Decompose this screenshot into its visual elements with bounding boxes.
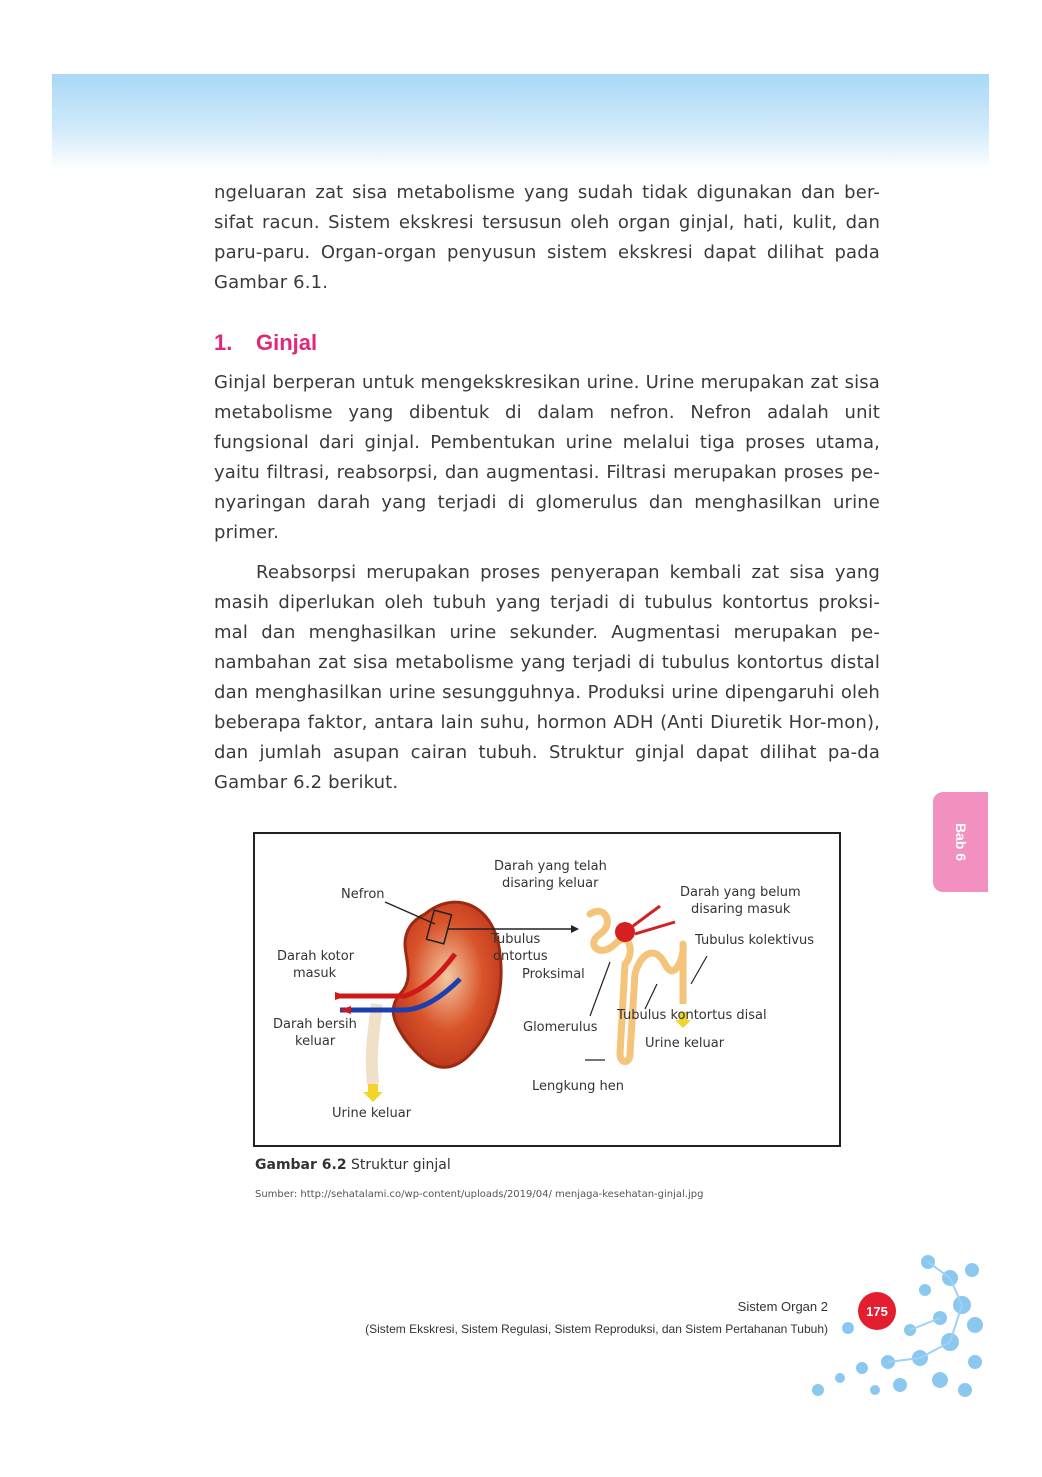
glomerulus-pointer xyxy=(590,962,610,1016)
label-darah-belum-2: disaring masuk xyxy=(691,902,791,917)
label-urine-keluar-right: Urine keluar xyxy=(645,1036,725,1051)
caption-number: Gambar 6.2 xyxy=(255,1157,347,1173)
label-glomerulus: Glomerulus xyxy=(523,1020,598,1035)
caption-text: Struktur ginjal xyxy=(346,1157,451,1173)
label-urine-keluar-left: Urine keluar xyxy=(332,1106,412,1121)
label-tubulus-disal: Tubulus kontortus disal xyxy=(617,1008,767,1023)
connector-arrow xyxy=(571,925,579,933)
chapter-tab xyxy=(933,792,988,892)
label-darah-kotor-1: Darah kotor xyxy=(277,949,355,964)
paragraph-ginjal: Ginjal berperan untuk mengekskresikan urine. Urine merupakan zat sisa metabolisme yang dibentuk di dalam nefron. Nefron adalah unit fungsional dari ginjal. Pembentukan urine melalui tiga proses utama, yaitu filtrasi, reabsorpsi, dan augmentasi. Filtrasi merupakan proses pe-nyaringan darah yang terjadi di glomerulus dan menghasilkan urine primer. xyxy=(214,372,880,543)
header-band xyxy=(52,74,989,170)
label-tubulus-kolektivus: Tubulus kolektivus xyxy=(695,933,815,948)
main-content xyxy=(214,178,880,798)
label-darah-bersih-1: Darah bersih xyxy=(273,1017,357,1032)
label-darah-bersih-2: keluar xyxy=(295,1034,336,1049)
label-tubulus-1: Tubulus xyxy=(491,932,541,947)
efferent-vessel xyxy=(633,906,660,926)
kidney-figure xyxy=(253,832,841,1147)
section-number: 1. xyxy=(214,330,233,355)
arrow-in xyxy=(335,992,347,1000)
disal-pointer xyxy=(645,984,657,1009)
label-darah-kotor-2: masuk xyxy=(293,966,337,981)
figure-caption xyxy=(255,1157,451,1173)
label-lengkung-hen: Lengkung hen xyxy=(532,1079,624,1094)
kidney-shape xyxy=(393,902,501,1067)
arrow-out xyxy=(339,1006,351,1014)
kidney-illustration xyxy=(255,834,839,1145)
footer-subtitle: (Sistem Ekskresi, Sistem Regulasi, Sistem Reproduksi, dan Sistem Pertahanan Tubuh) xyxy=(365,1322,828,1336)
ureter xyxy=(372,1004,377,1084)
section-heading xyxy=(214,330,880,356)
label-nefron: Nefron xyxy=(341,887,385,902)
molecule-decoration xyxy=(800,1250,990,1400)
afferent-vessel xyxy=(635,922,675,934)
label-darah-belum-1: Darah yang belum xyxy=(680,885,801,900)
chapter-tab-label: Bab 6 xyxy=(952,822,969,862)
page-number-badge: 175 xyxy=(858,1292,896,1330)
footer-title: Sistem Organ 2 xyxy=(737,1299,828,1314)
kolektivus-pointer xyxy=(691,956,707,984)
label-darah-telah-2: disaring keluar xyxy=(502,876,599,891)
urine-arrow-left xyxy=(363,1084,383,1102)
label-proksimal: Proksimal xyxy=(522,967,585,982)
section-title: Ginjal xyxy=(256,330,318,355)
paragraph-reabsorpsi: Reabsorpsi merupakan proses penyerapan kembali zat sisa yang masih diperlukan oleh tubuh yang terjadi di tubulus kontortus proksi-mal dan menghasilkan urine sekunder. Augmentasi merupakan pe-nambahan zat sisa metabolisme yang terjadi di tubulus kontortus distal dan menghasilkan urine sesungguhnya. Produksi urine dipengaruhi oleh beberapa faktor, antara lain suhu, hormon ADH (Anti Diuretik Hor-mon), dan jumlah asupan cairan tubuh. Struktur ginjal dapat dilihat pa-da Gambar 6.2 berikut. xyxy=(214,562,880,793)
glomerulus-shape xyxy=(615,922,635,942)
intro-paragraph: ngeluaran zat sisa metabolisme yang sudah tidak digunakan dan ber-sifat racun. Sistem ekskresi tersusun oleh organ ginjal, hati, kulit, dan paru-paru. Organ-organ penyusun sistem ekskresi dapat dilihat pada Gambar 6.1. xyxy=(214,182,880,293)
label-darah-telah-1: Darah yang telah xyxy=(494,859,607,874)
figure-source: Sumber: http://sehatalami.co/wp-content/uploads/2019/04/ menjaga-kesehatan-ginjal.jpg xyxy=(255,1189,704,1200)
label-tubulus-2: ontortus xyxy=(493,949,548,964)
